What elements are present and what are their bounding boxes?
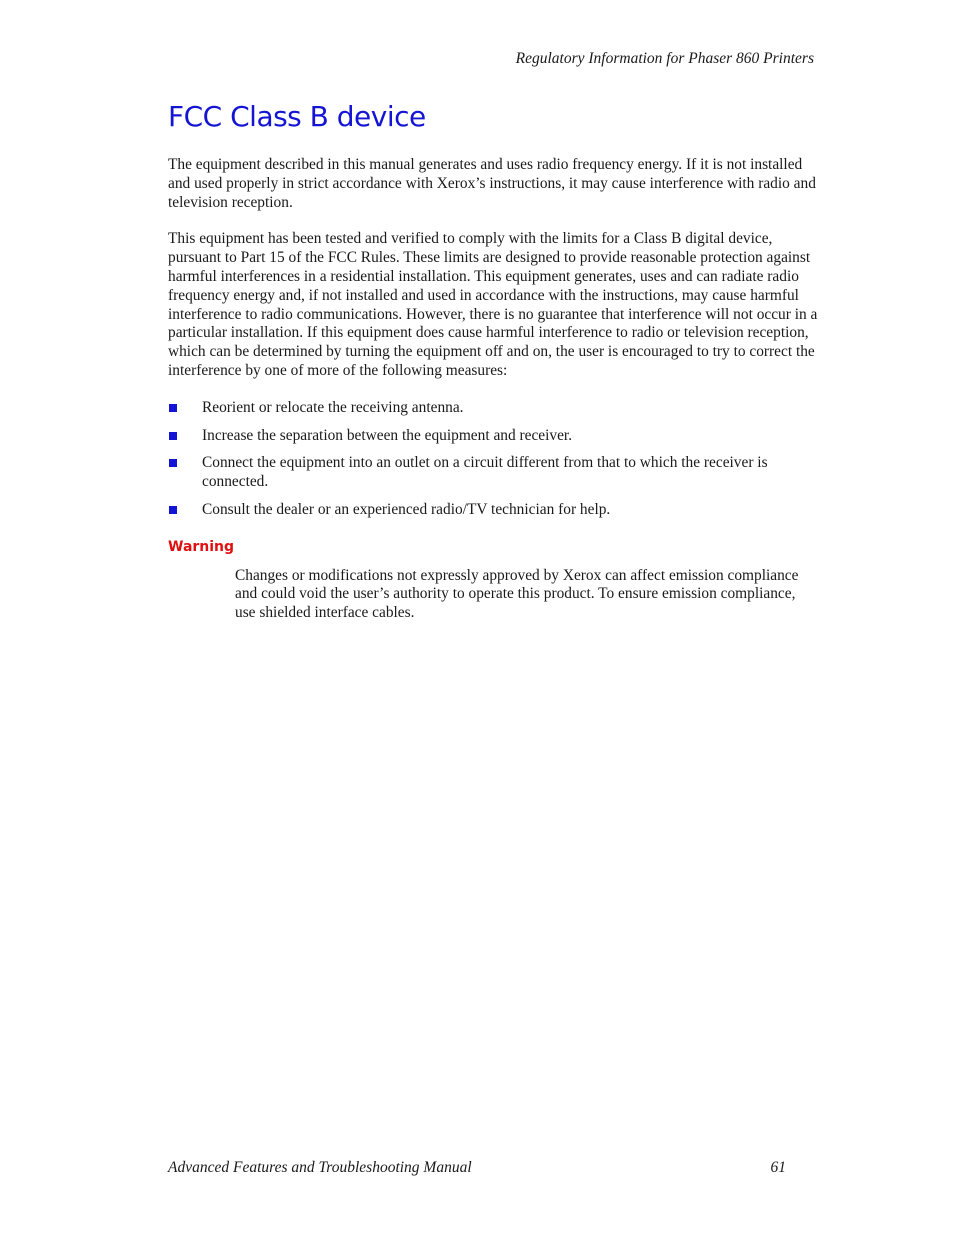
running-footer	[168, 1159, 786, 1177]
list-item	[168, 501, 818, 520]
list-item-text: Increase the separation between the equipment and receiver.	[202, 426, 573, 444]
page-number: 61	[770, 1159, 786, 1176]
running-header: Regulatory Information for Phaser 860 Printers	[515, 50, 814, 67]
paragraph-compliance: This equipment has been tested and verified to comply with the limits for a Class B digital device, pursuant to Part 15 of the FCC Rules. These limits are designed to provide reasonable protection against harmful interferences in a residential installation. This equipment generates, uses and can radiate radio frequency energy and, if not installed and used in accordance with the instructions, may cause harmful interference to radio communications. However, there is no guarantee that interference will not occur in a particular installation. If this equipment does cause harmful interference to radio or television reception, which can be determined by turning the equipment off and on, the user is encouraged to try to correct the interference by one of more of the following measures:	[168, 230, 818, 379]
warning-label: Warning	[168, 538, 235, 555]
warning-text: Changes or modifications not expressly approved by Xerox can affect emission compliance and could void the user’s authority to operate this product. To ensure emission compliance, use shielded interface cables.	[235, 566, 799, 622]
footer-manual-title: Advanced Features and Troubleshooting Manual	[168, 1159, 472, 1176]
square-bullet-icon	[169, 404, 177, 412]
page-title: FCC Class B device	[168, 100, 426, 133]
list-item-text: Connect the equipment into an outlet on a circuit different from that to which the receiver is connected.	[202, 454, 768, 491]
document-body	[168, 156, 818, 641]
list-item	[168, 427, 818, 446]
list-item-text: Reorient or relocate the receiving antenna.	[202, 398, 464, 416]
square-bullet-icon	[169, 459, 177, 467]
list-item-text: Consult the dealer or an experienced radio/TV technician for help.	[202, 500, 611, 518]
paragraph-intro: The equipment described in this manual generates and uses radio frequency energy. If it is not installed and used properly in strict accordance with Xerox’s instructions, it may cause interference with radio and television reception.	[168, 156, 816, 211]
list-item	[168, 399, 818, 418]
list-item	[168, 454, 818, 492]
measures-list	[168, 399, 818, 520]
square-bullet-icon	[169, 506, 177, 514]
square-bullet-icon	[169, 432, 177, 440]
